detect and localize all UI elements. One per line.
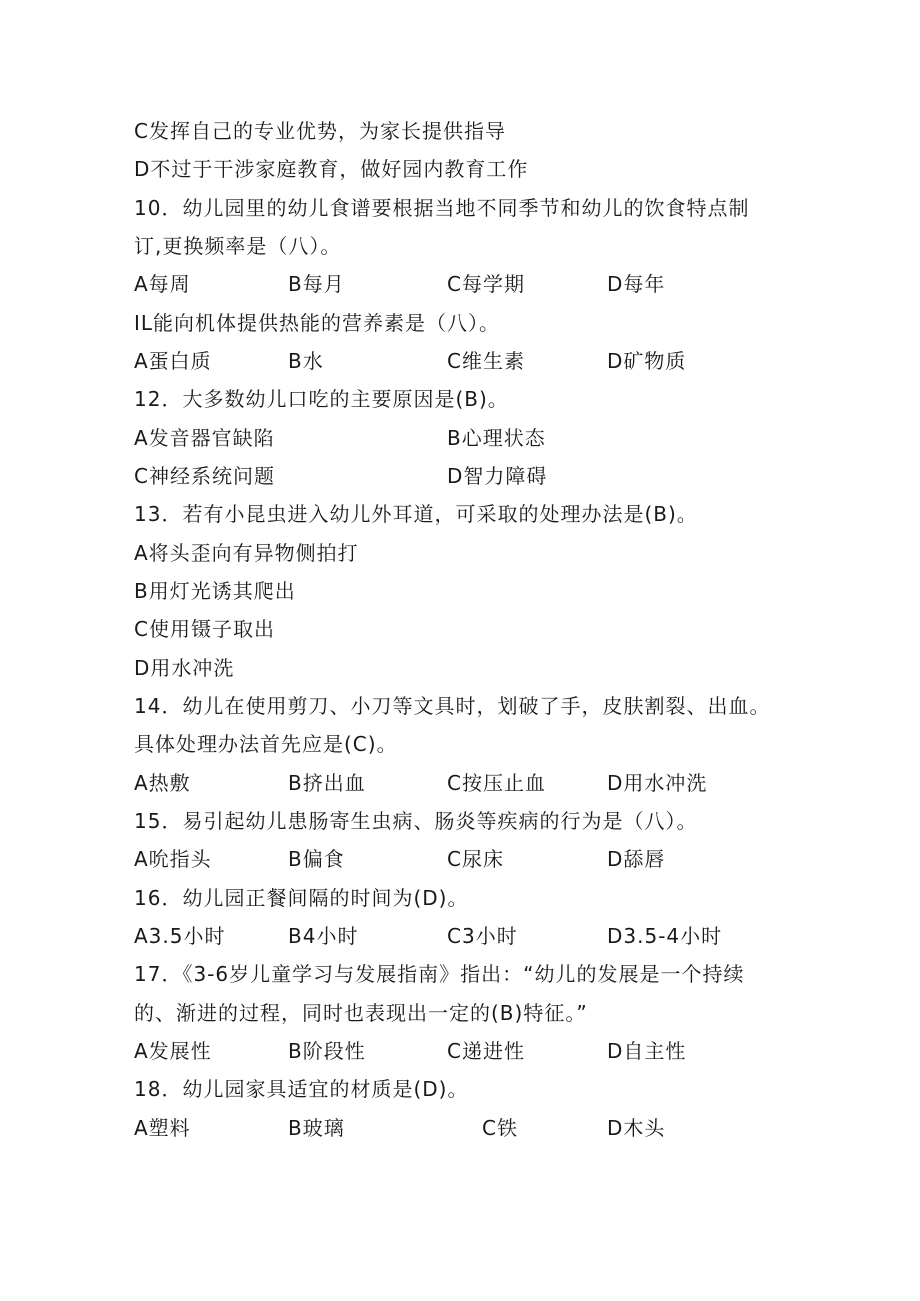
option-c: C尿床	[447, 847, 504, 871]
option-c: C3小时	[447, 924, 518, 948]
option-a: A发展性	[134, 1039, 212, 1063]
option-c: C维生素	[447, 349, 525, 373]
option-d: D木头	[607, 1116, 666, 1140]
option-line: D不过于干涉家庭教育，做好园内教育工作	[134, 157, 529, 181]
option-b: B用灯光诱其爬出	[134, 579, 296, 603]
option-d: D每年	[607, 272, 666, 296]
option-b: B心理状态	[447, 426, 546, 450]
option-b: B水	[288, 349, 324, 373]
question-16-text: 16．幼儿园正餐间隔的时间为(D)。	[134, 886, 469, 910]
option-b: B4小时	[288, 924, 359, 948]
question-17-text: 17．《3-6岁儿童学习与发展指南》指出：“幼儿的发展是一个持续	[134, 962, 745, 986]
option-a: A将头歪向有异物侧拍打	[134, 541, 359, 565]
option-c: C递进性	[447, 1039, 525, 1063]
option-a: A3.5小时	[134, 924, 226, 948]
option-line: C发挥自己的专业优势，为家长提供指导	[134, 119, 506, 143]
option-c: C神经系统问题	[134, 464, 275, 488]
question-13-text: 13．若有小昆虫进入幼儿外耳道，可采取的处理办法是(B)。	[134, 502, 698, 526]
question-11-text: IL能向机体提供热能的营养素是（八）。	[134, 311, 501, 335]
question-18-text: 18．幼儿园家具适宜的材质是(D)。	[134, 1077, 469, 1101]
option-c: C每学期	[447, 272, 525, 296]
option-a: A蛋白质	[134, 349, 212, 373]
question-10-text-cont: 订,更换频率是（八）。	[134, 234, 342, 258]
option-c: C按压止血	[447, 771, 546, 795]
question-15-text: 15．易引起幼儿患肠寄生虫病、肠炎等疾病的行为是（八）。	[134, 809, 698, 833]
question-17-text-cont: 的、渐进的过程，同时也表现出一定的(B)特征。”	[134, 1001, 588, 1025]
option-a: A吮指头	[134, 847, 212, 871]
option-c: C铁	[482, 1116, 518, 1140]
option-d: D3.5-4小时	[607, 924, 723, 948]
question-12-text: 12．大多数幼儿口吃的主要原因是(B)。	[134, 387, 509, 411]
option-b: B挤出血	[288, 771, 366, 795]
option-d: D智力障碍	[447, 464, 548, 488]
question-14-text: 14．幼儿在使用剪刀、小刀等文具时，划破了手，皮肤割裂、出血。	[134, 694, 771, 718]
option-a: A发音器官缺陷	[134, 426, 275, 450]
option-a: A热敷	[134, 771, 191, 795]
option-a: A每周	[134, 272, 191, 296]
option-d: D矿物质	[607, 349, 687, 373]
option-d: D自主性	[607, 1039, 687, 1063]
option-d: D用水冲洗	[607, 771, 708, 795]
option-d: D用水冲洗	[134, 656, 235, 680]
option-b: B玻璃	[288, 1116, 345, 1140]
option-a: A塑料	[134, 1116, 191, 1140]
option-b: B阶段性	[288, 1039, 366, 1063]
option-b: B每月	[288, 272, 345, 296]
option-d: D舔唇	[607, 847, 666, 871]
option-c: C使用镊子取出	[134, 617, 275, 641]
option-b: B偏食	[288, 847, 345, 871]
question-14-text-cont: 具体处理办法首先应是(C)。	[134, 732, 398, 756]
question-10-text: 10．幼儿园里的幼儿食谱要根据当地不同季节和幼儿的饮食特点制	[134, 196, 750, 220]
